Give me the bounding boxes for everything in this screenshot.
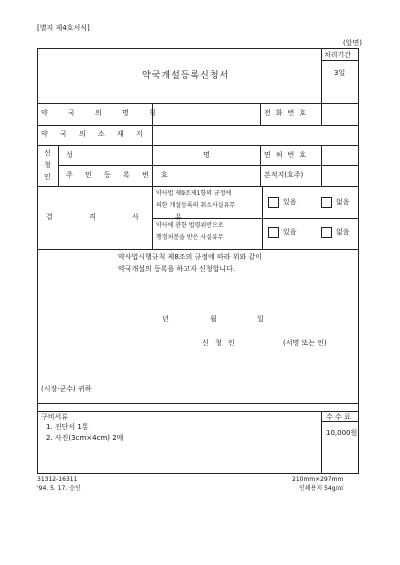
statement-line-1: 약사법시행규칙 제8조의 규정에 따라 위와 같이	[118, 253, 263, 261]
approval-date: '94. 5. 17. 승인	[37, 485, 81, 492]
processing-label: 처리기간	[324, 51, 352, 59]
resident-no-label: 주 민 등 록 번 호	[66, 171, 173, 179]
applicant-char-1: 신	[44, 149, 51, 157]
q2-line-1: 약사에 관한 법령위반으로	[156, 222, 224, 229]
q1-yes-label: 있음	[283, 198, 297, 206]
disqualification-label: 결 격 사 유	[46, 213, 199, 221]
q1-line-1: 약사법 제9조제1항의 규정에	[156, 190, 232, 197]
signer-sign-note: (서명 또는 인)	[283, 339, 327, 347]
row-line-2	[37, 125, 359, 126]
phone-label: 전화번호	[264, 109, 312, 117]
form-title: 약국개설등록신청서	[142, 71, 230, 81]
frame-top	[37, 48, 359, 49]
license-label: 면허번호	[264, 151, 312, 159]
row-line-5	[37, 186, 359, 187]
q1-no-checkbox[interactable]	[321, 197, 332, 208]
page-side-label: (앞면)	[343, 39, 362, 47]
pharmacy-address-label: 약 국 의 소 재 지	[41, 130, 148, 138]
col-line-phone-a	[260, 103, 261, 125]
applicant-char-2: 청	[44, 161, 51, 169]
q2-yes-label: 있음	[283, 228, 297, 236]
fee-label: 수 수 료	[326, 413, 351, 421]
col-line-checkbox	[262, 186, 263, 249]
processing-rule	[321, 60, 359, 61]
q1-yes-checkbox[interactable]	[268, 197, 279, 208]
row-line-3	[37, 145, 359, 146]
row-line-7	[37, 249, 359, 250]
document-item-1: 1. 진단서 1통	[46, 423, 89, 431]
q1-line-2: 의한 개설등록의 취소사실유무	[156, 202, 236, 209]
date-day: 일	[257, 315, 264, 323]
pharmacy-name-label: 약 국 의 명 칭	[41, 109, 165, 117]
col-line-license-b	[321, 145, 322, 186]
row-line-8	[37, 403, 359, 404]
statement-line-2: 약국개설의 등록을 하고자 신청합니다.	[118, 265, 236, 273]
processing-divider	[321, 48, 322, 103]
fee-value: 10,000원	[326, 429, 358, 437]
date-year: 년	[162, 315, 169, 323]
paper-size: 210mm×297mm	[292, 476, 344, 483]
fee-rule	[321, 421, 359, 422]
signer-label: 신 청 인	[202, 339, 237, 347]
form-code: 31312-16311	[37, 476, 78, 483]
col-line-phone-b	[321, 103, 322, 125]
domicile-label: 본적지(호주)	[264, 171, 304, 179]
q2-no-label: 없음	[336, 228, 350, 236]
col-line-applicant	[58, 145, 59, 186]
q2-yes-checkbox[interactable]	[268, 227, 279, 238]
applicant-char-3: 인	[44, 173, 51, 181]
frame-bottom	[37, 473, 359, 474]
name-label: 성 명	[66, 151, 274, 159]
documents-label: 구비서류	[41, 413, 69, 421]
addressee: (시장·군수) 귀하	[41, 385, 92, 393]
q2-line-2: 행정처분을 받은 사실유무	[156, 234, 224, 241]
form-reference: [별지 제4호서식]	[37, 24, 90, 32]
row-line-4	[58, 165, 359, 166]
paper-weight: 인쇄용지 54g/㎡	[299, 485, 344, 492]
row-line-1	[37, 103, 359, 104]
q1-no-label: 없음	[336, 198, 350, 206]
q2-no-checkbox[interactable]	[321, 227, 332, 238]
processing-value: 3일	[334, 69, 346, 77]
document-item-2: 2. 사진(3cm×4cm) 2매	[46, 434, 124, 442]
row-line-9	[37, 411, 359, 412]
date-month: 월	[210, 315, 217, 323]
